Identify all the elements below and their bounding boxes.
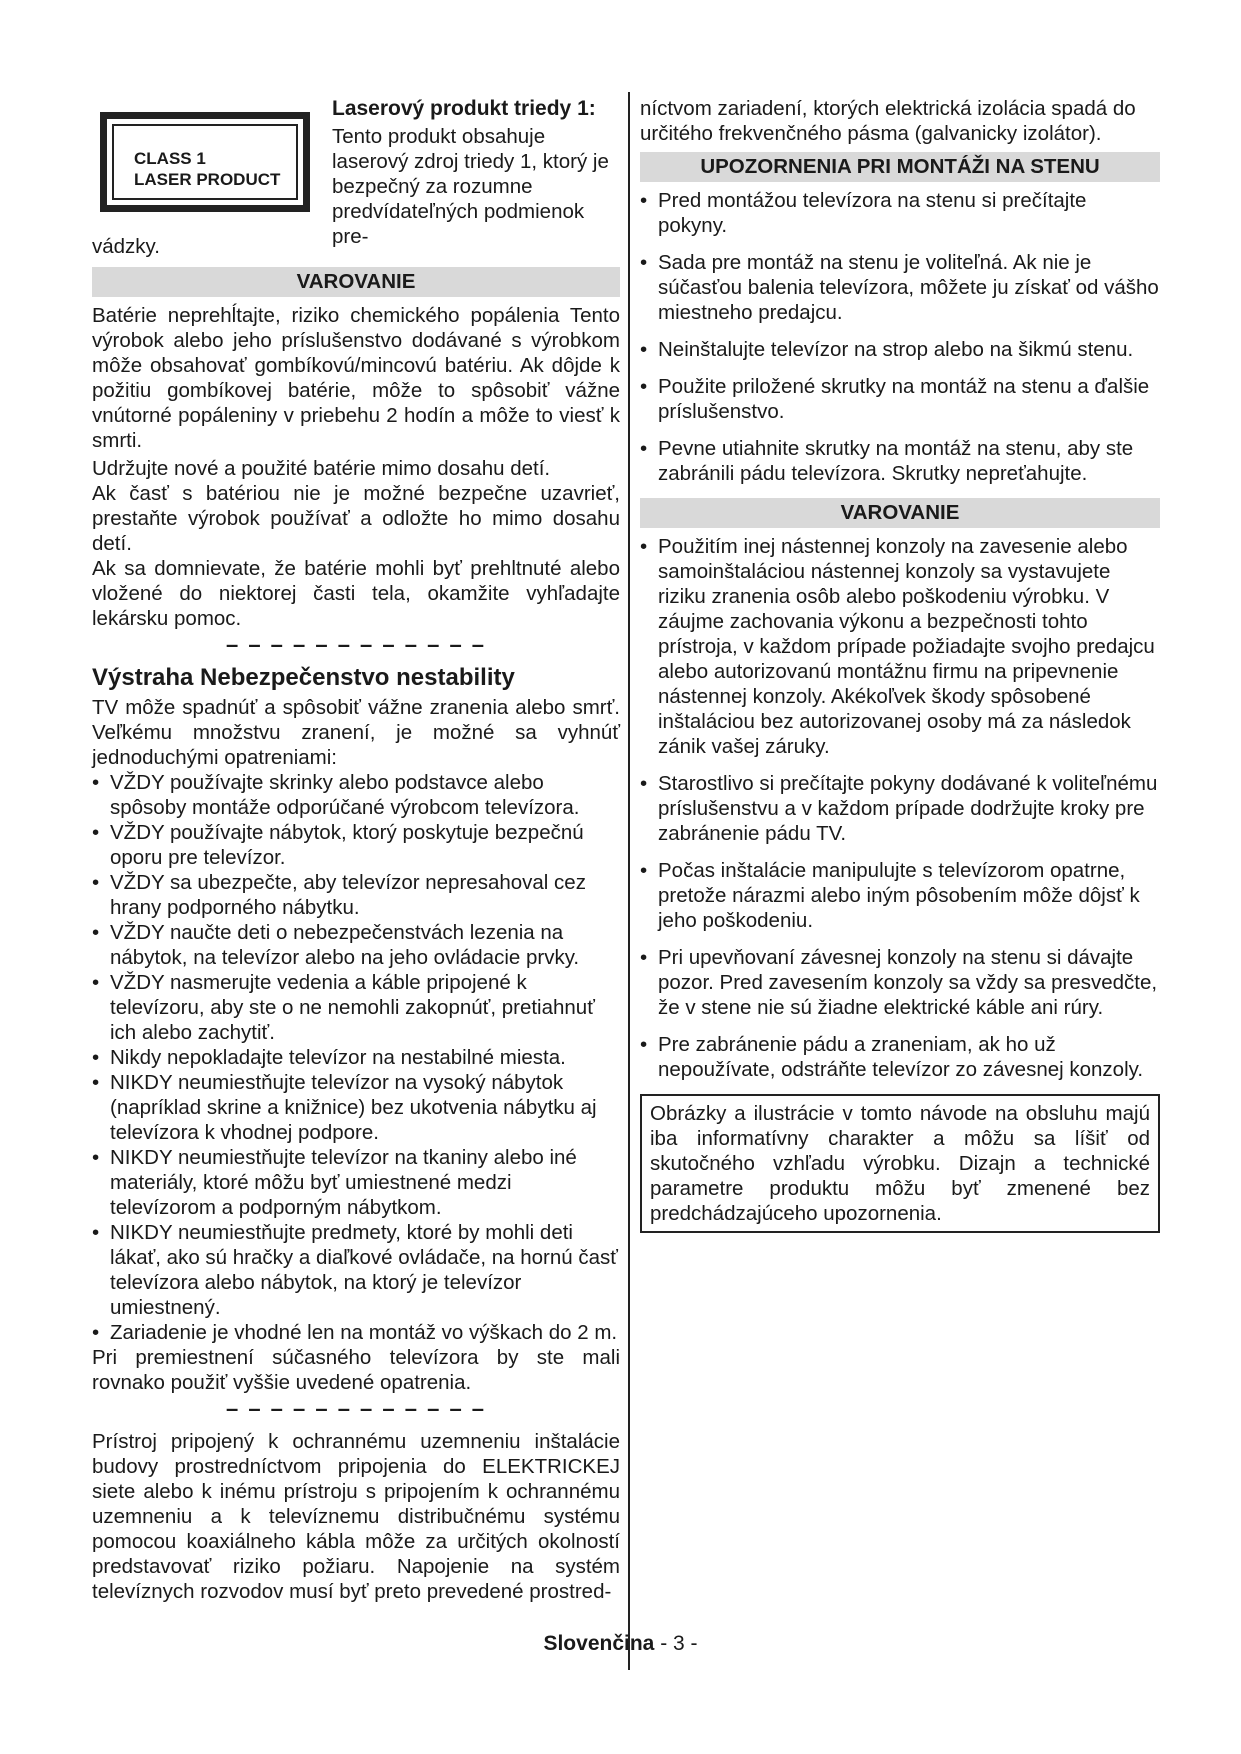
notice-text: Obrázky a ilustrácie v tomto návode na obsluhu majú iba informatívny charakter a môžu sa líšiť od skutočného vzhľadu výrobku. Dizajn a technické parametre produktu môžu byť zmenené bez predchádzajúceho upozornenia. [650,1102,1150,1225]
footer-language: Slovenčina [543,1632,655,1655]
list-item: • Zariadenie je vhodné len na montáž vo výškach do 2 m. [92,1321,618,1344]
list-item: • NIKDY neumiestňujte televízor na vysoký nábytok (napríklad skrine a knižnice) bez ukotvenia nábytku aj televízora k vhodnej podpore. [92,1071,597,1144]
page-footer [0,1632,1241,1656]
laser-label-line2: LASER PRODUCT [134,170,281,189]
list-item: • Starostlivo si prečítajte pokyny dodávané k voliteľnému príslušenstvu a v každom prípade dodržujte kroky pre zabránenie pádu TV. [640,772,1158,845]
list-item: • Použite priložené skrutky na montáž na stenu a ďalšie príslušenstvo. [640,375,1150,423]
list-item: • NIKDY neumiestňujte televízor na tkaniny alebo iné materiály, ktoré môžu byť umiestnené medzi televízorom a podporným nábytkom. [92,1146,577,1219]
list-item: • VŽDY nasmerujte vedenia a káble pripojené k televízoru, aby ste o ne nemohli zakopnúť, pretiahnuť ich alebo zachytiť. [92,971,595,1044]
stability-outro: Pri premiestnení súčasného televízora by ste mali rovnako použiť vyššie uvedené opatrenia. [92,1346,620,1394]
warning-paragraph: Ak časť s batériou nie je možné bezpečne uzavrieť, prestaňte výrobok používať a odložte ho mimo dosahu detí. [92,482,620,555]
notice-box [640,1094,1160,1233]
wall-mount-list [640,188,1160,486]
list-item: • VŽDY používajte nábytok, ktorý poskytuje bezpečnú oporu pre televízor. [92,821,584,869]
wall-mount-banner: UPOZORNENIA PRI MONTÁŽI NA STENU [640,152,1160,182]
warning-paragraph: Ak sa domnievate, že batérie mohli byť prehltnuté alebo vložené do niektorej časti tela, okamžite vyhľadajte lekársku pomoc. [92,557,620,630]
list-item: • VŽDY naučte deti o nebezpečenstvách lezenia na nábytok, na televízor alebo na jeho ovládacie prvky. [92,921,580,969]
warning-banner: VAROVANIE [92,267,620,297]
laser-section [92,96,620,261]
separator: – – – – – – – – – – – – [225,632,487,657]
laser-text-tail: vádzky. [92,235,160,258]
warning-paragraph: Udržujte nové a použité batérie mimo dosahu detí. [92,457,551,480]
stability-heading: Výstraha Nebezpečenstvo nestability [92,664,515,691]
list-item: • VŽDY sa ubezpečte, aby televízor nepresahoval cez hrany podporného nábytku. [92,871,586,919]
list-item: • VŽDY používajte skrinky alebo podstavce alebo spôsoby montáže odporúčané výrobcom televízora. [92,771,580,819]
list-item: • Pre zabránenie pádu a zraneniam, ak ho už nepoužívate, odstráňte televízor zo závesnej konzoly. [640,1033,1144,1081]
warning-paragraph: Batérie neprehĺtajte, riziko chemického popálenia Tento výrobok alebo jeho príslušenstvo dodávané s výrobkom môže obsahovať gombíkovú/mincovú batériu. Ak dôjde k požitiu gombíkovej batérie, môže to spôsobiť vážne vnútorné popáleniny v priebehu 2 hodín a môže to viesť k smrti. [92,304,620,452]
list-item: • NIKDY neumiestňujte predmety, ktoré by mohli deti lákať, ako sú hračky a diaľkové ovládače, na hornú časť televízora alebo nábytok, na ktorý je televízor umiestnený. [92,1221,618,1319]
laser-label-line1: CLASS 1 [134,149,206,168]
separator: – – – – – – – – – – – – [225,1396,487,1421]
list-item: • Sada pre montáž na stenu je voliteľná. Ak nie je súčasťou balenia televízora, môžete ju získať od vášho miestneho predajcu. [640,251,1159,324]
right-column [640,96,1160,1233]
laser-title: Laserový produkt triedy 1: [332,97,596,120]
list-item: • Počas inštalácie manipulujte s televízorom opatrne, pretože nárazmi alebo iným pôsobením môže dôjsť k jeho poškodeniu. [640,859,1140,932]
warning-banner: VAROVANIE [640,498,1160,528]
stability-intro: TV môže spadnúť a spôsobiť vážne zranenia alebo smrť. Veľkému množstvu zranení, je možné sa vyhnúť jednoduchými opatreniami: [92,696,620,769]
list-item: • Neinštalujte televízor na strop alebo na šikmú stenu. [640,338,1134,361]
left-column [92,96,620,1604]
list-item: • Nikdy nepokladajte televízor na nestabilné miesta. [92,1046,566,1069]
page-number: - 3 - [654,1632,698,1655]
list-item: • Pri upevňovaní závesnej konzoly na stenu si dávajte pozor. Pred zavesením konzoly sa vždy sa presvedčte, že v stene nie sú žiadne elektrické káble ani rúry. [640,946,1158,1019]
list-item: • Pevne utiahnite skrutky na montáž na stenu, aby ste zabránili pádu televízora. Skrutky nepreťahujte. [640,437,1134,485]
stability-list [92,770,620,1345]
laser-text: Tento produkt obsahuje laserový zdroj triedy 1, ktorý je bezpečný za rozumne predvídateľných podmienok pre- [332,125,609,248]
list-item: • Pred montážou televízora na stenu si prečítajte pokyny. [640,189,1087,237]
list-item: • Použitím inej nástennej konzoly na zavesenie alebo samoinštaláciou nástennej konzoly sa vystavujete riziku zranenia osôb alebo poškodeniu výrobku. V záujme zachovania výkonu a bezpečnosti tohto prístroja, v každom prípade požiadajte svojho predajcu alebo autorizovanú montážnu firmu na pripevnenie nástennej konzoly. Akékoľvek škody spôsobené inštaláciou bez autorizovanej osoby má za následok zánik vašej záruky. [640,535,1155,758]
column-divider [628,92,630,1670]
continued-paragraph: níctvom zariadení, ktorých elektrická izolácia spadá do určitého frekvenčného pásma (galvanicky izolátor). [640,97,1136,145]
laser-label-box [100,112,310,212]
grounding-paragraph: Prístroj pripojený k ochrannému uzemneniu inštalácie budovy prostredníctvom pripojenia do ELEKTRICKEJ siete alebo k inému prístroju s pripojením k ochrannému uzemneniu a k televíznemu distribučnému systému pomocou koaxiálneho kábla môže za určitých okolností predstavovať riziko požiaru. Napojenie na systém televíznych rozvodov musí byť preto prevedené prostred- [92,1430,620,1603]
warning-list [640,534,1160,1082]
